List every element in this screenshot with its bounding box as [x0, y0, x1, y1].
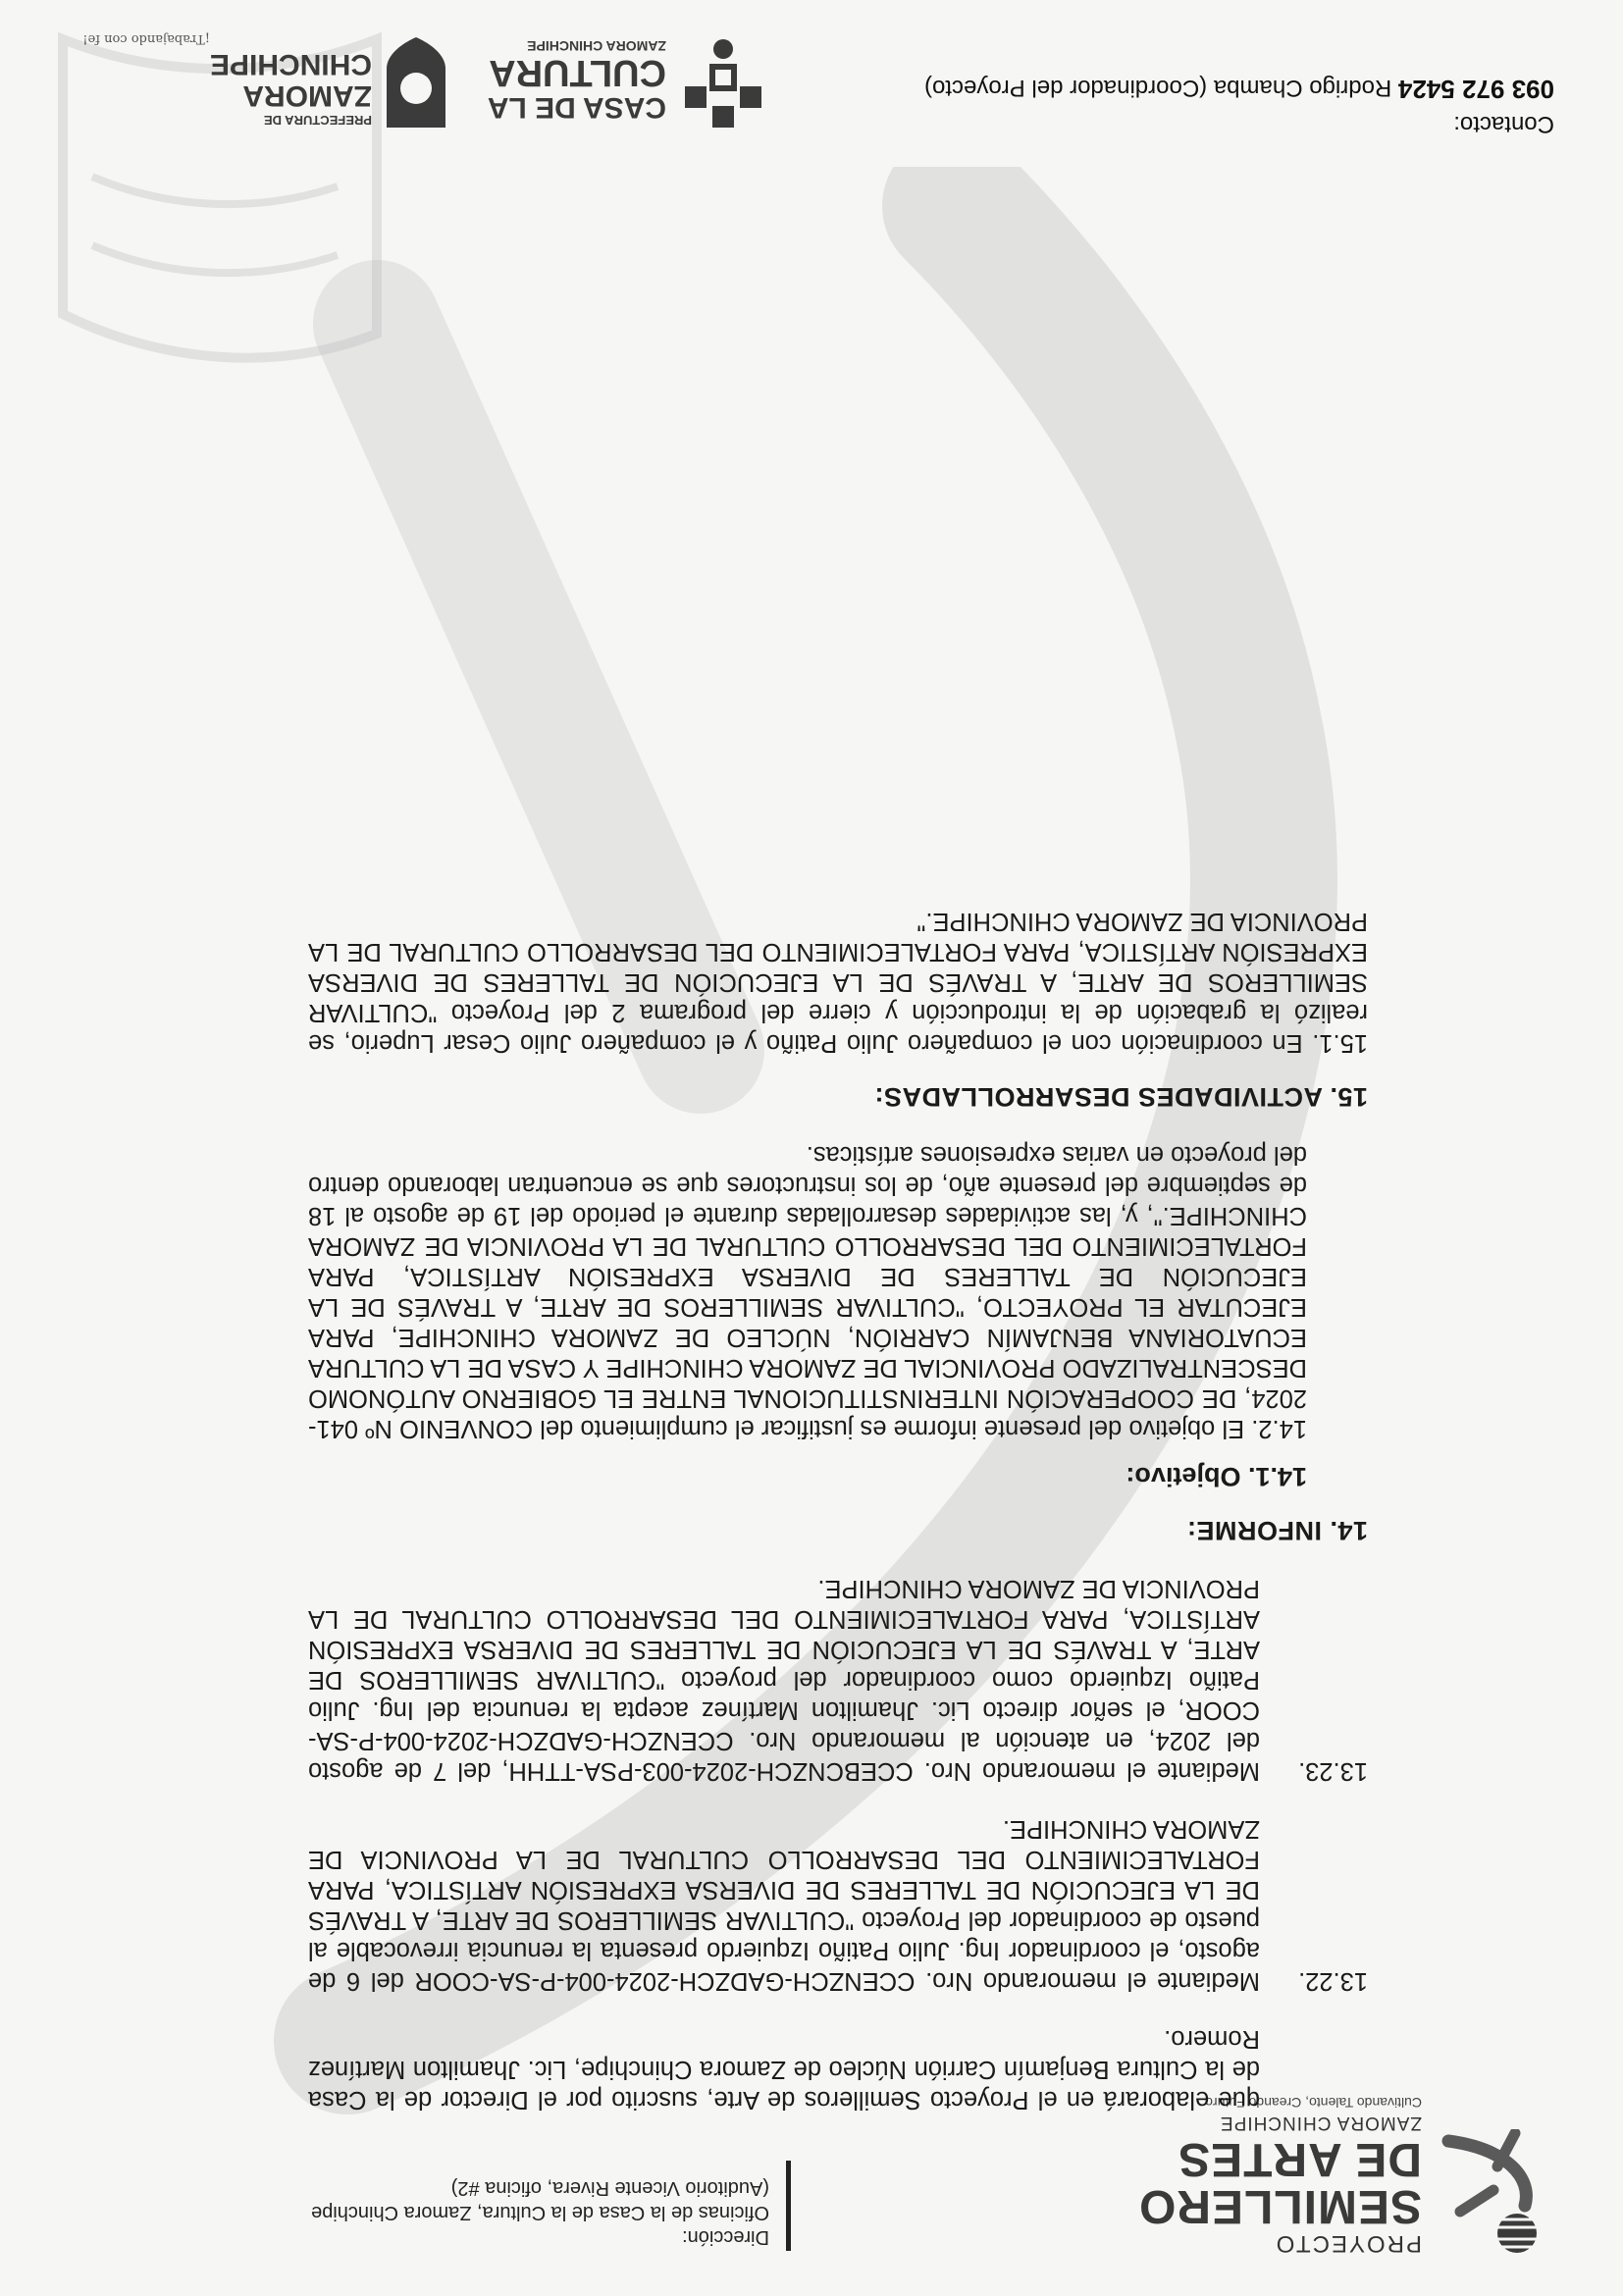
address-line1: Oficinas de la Casa de la Cultura, Zamora Chinchipe	[311, 2202, 769, 2223]
prefectura-zamora-logo	[63, 29, 455, 137]
page-header	[63, 2095, 1554, 2257]
logo-line2: DE ARTES	[1178, 2133, 1422, 2185]
cultura-emblem-icon	[685, 39, 761, 128]
gad-line3: CHINCHIPE	[209, 48, 372, 80]
contact-phone: 093 972 5424	[1397, 75, 1554, 104]
logo-region: ZAMORA CHINCHIPE	[1219, 2113, 1422, 2133]
dancer-figure-icon	[1432, 2129, 1554, 2257]
intro-paragraph: que elaborará en el Proyecto Semilleros de Arte, suscrito por el Director de la Casa de la Cultura Benjamín Carrión Núcleo de Zamora Chinchipe, Lic. Jhamilton Martínez Romero.	[308, 2025, 1260, 2113]
paragraph-13-22	[308, 1813, 1368, 1996]
section-heading-14: 14. INFORME:	[1186, 1516, 1368, 1545]
semillero-logo	[1044, 2095, 1554, 2257]
paragraph-13-23	[308, 1573, 1368, 1786]
logo-tagline: Cultivando Talento, Creando Futuro	[1205, 2095, 1422, 2111]
contact-label: Contacto:	[1453, 111, 1554, 137]
logo-line1: SEMILLERO	[1137, 2180, 1422, 2232]
gad-line2: ZAMORA	[242, 79, 372, 112]
paragraph-14-2: 14.2. El objetivo del presente informe es justificar el cumplimiento del CONVENIO Nº 041-2024, DE COOPERACIÓN INTERINSTITUCIONAL ENTRE EL GOBIERNO AUTÓNOMO DESCENTRALIZADO PROVINCIAL DE ZAMORA CHINCHIPE Y CASA DE LA CULTURA ECUATORIANA BENJAMÍN CARRIÓN, NÚCLEO DE ZAMORA CHINCHIPE, PARA EJECUTAR EL PROYECTO, "CULTIVAR SEMILLEROS DE ARTE, A TRAVÉS DE LA EJECUCIÓN DE TALLERES DE DIVERSA EXPRESIÓN ARTÍSTICA, PARA FORTALECIMIENTO DEL DESARROLLO CULTURAL DE LA PROVINCIA DE ZAMORA CHINCHIPE.", y, las actividades desarrolladas durante el periodo del 19 de agosto al 18 de septiembre del presente año, de los instructores que se encuentran laborando dentro del proyecto en varias expresiones artísticas.	[308, 1141, 1307, 1442]
gad-line1: PREFECTURA DE	[263, 113, 372, 128]
address-label: Dirección:	[682, 2226, 769, 2248]
page-footer	[63, 29, 1554, 137]
contact-name: Rodrigo Chamba (Coordinador del Proyecto)	[924, 75, 1392, 101]
subheading-14-1: 14.1. Objetivo:	[1126, 1462, 1307, 1491]
casa-line3: ZAMORA CHINCHIPE	[527, 38, 666, 54]
paragraph-15-1: 15.1. En coordinación con el compañero Julio Patiño y el compañero Julio Cesar Luperio, se realizó la grabación de la introducción y cierre del programa 2 del Proyecto "CULTIVAR SEMILLEROS DE ARTE, A TRAVÉS DE LA EJECUCIÓN DE TALLERES DE DIVERSA EXPRESIÓN ARTÍSTICA, PARA FORTALECIMIENTO DEL DESARROLLO CULTURAL DE LA PROVINCIA DE ZAMORA CHINCHIPE."	[308, 908, 1368, 1057]
gad-line4: ¡Trabajando con fe!	[82, 31, 210, 46]
section-heading-15: 15. ACTIVIDADES DESARROLLADAS:	[873, 1082, 1368, 1112]
prefectura-shield-icon	[387, 37, 445, 128]
address-block	[311, 2175, 769, 2249]
paragraph-text: Mediante el memorando Nro. CCENZCH-GADZCH-2024-004-P-SA-COOR del 6 de agosto, el coordinador Ing. Julio Patiño Izquierdo presenta la renuncia irrevocable al puesto de coordinador del Proyecto "CULTIVAR SEMILLEROS DE ARTE, A TRAVÉS DE LA EJECUCIÓN DE TALLERES DE DIVERSA EXPRESIÓN ARTÍSTICA, PARA FORTALECIMIENTO DEL DESARROLLO CULTURAL DE LA PROVINCIA DE ZAMORA CHINCHIPE.	[308, 1815, 1260, 1995]
casa-line2: CULTURA	[489, 52, 666, 93]
document-body	[308, 878, 1368, 2114]
address-line2: (Auditorio Vicente Rivera, oficina #2)	[450, 2177, 769, 2199]
paragraph-number: 13.23.	[1298, 1757, 1368, 1785]
address-divider	[786, 2161, 791, 2251]
logo-small-line: PROYECTO	[1274, 2230, 1422, 2257]
paragraph-number: 13.22.	[1298, 1967, 1368, 1995]
casa-de-la-cultura-logo	[475, 29, 769, 137]
paragraph-text: Mediante el memorando Nro. CCEBCNZCH-2024-003-PSA-TTHH, del 7 de agosto del 2024, en atención al memorando Nro. CCENZCH-GADZCH-2024-004-P-SA-COOR, el señor directo Lic. Jhamilton Martínez acepta la renuncia del Ing. Julio Patiño Izquierdo como coordinador del proyecto "CULTIVAR SEMILLEROS DE ARTE, A TRAVÉS DE LA EJECUCIÓN DE TALLERES DE DIVERSA EXPRESIÓN ARTÍSTICA, PARA FORTALECIMIENTO DEL DESARROLLO CULTURAL DE LA PROVINCIA DE ZAMORA CHINCHIPE.	[308, 1575, 1260, 1785]
casa-line1: CASA DE LA	[487, 91, 666, 124]
contact-line	[924, 74, 1554, 104]
